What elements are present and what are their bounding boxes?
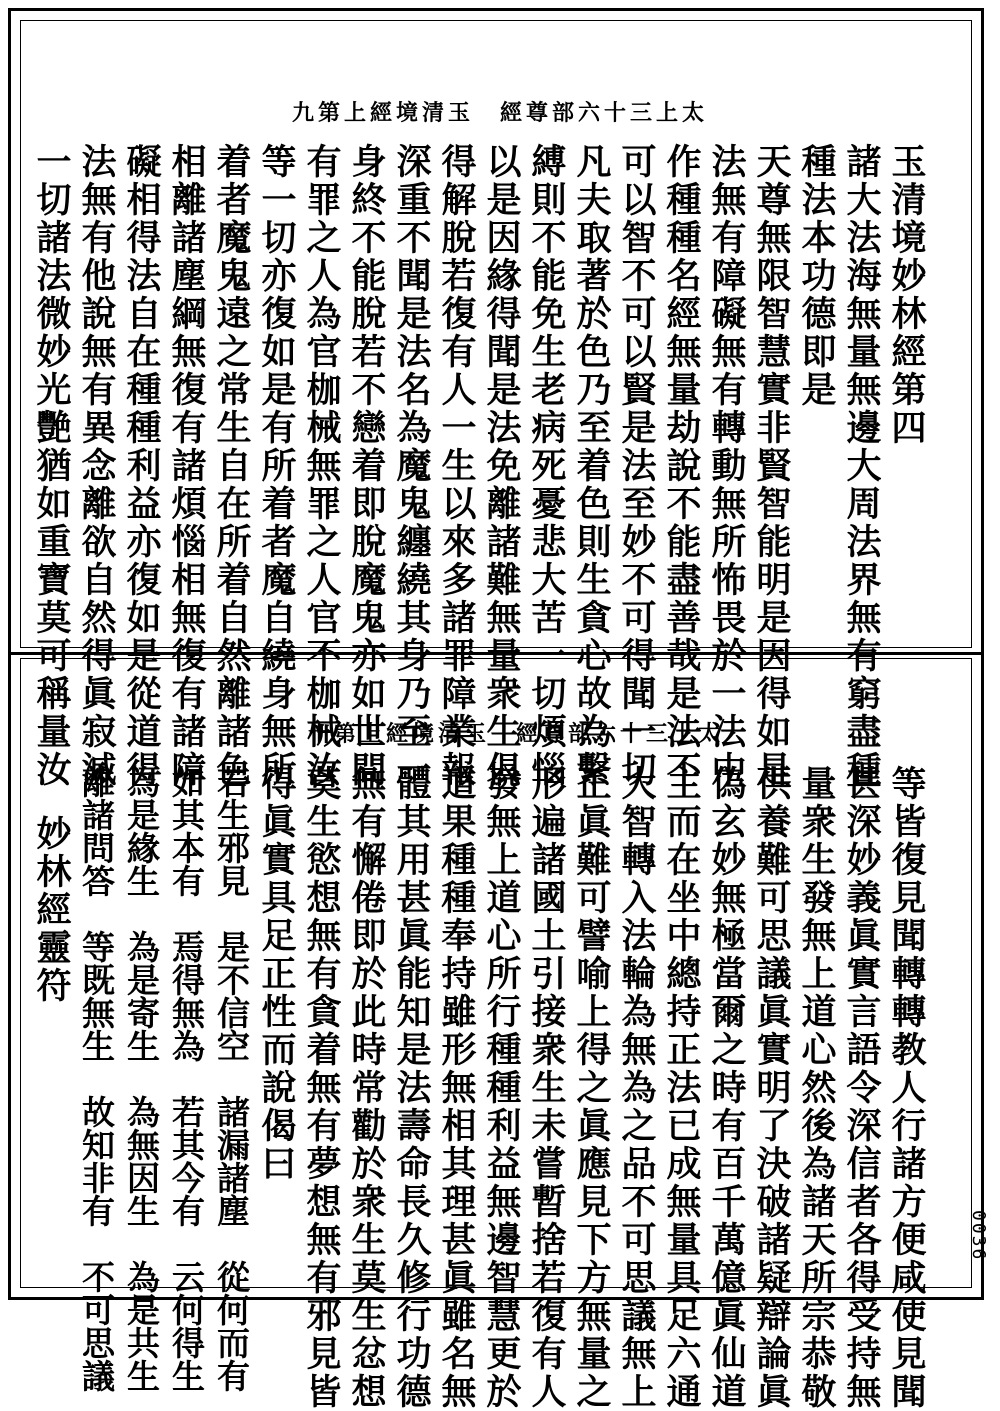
lower-column-7: 大智轉入法輪為無為之品不可思議無上 (616, 765, 657, 1411)
lower-header: 十第上經境清玉 經尊部六十三上太 (308, 721, 725, 747)
lower-column-4: 供養難可思議眞實明了決破諸疑辯論眞 (751, 765, 792, 1411)
lower-column-1: 等皆復見聞轉轉教人行諸方便咸使見聞 (886, 765, 927, 1411)
upper-column-5: 法無有障礙無有轉動無所怖畏於一法中 (706, 143, 747, 789)
upper-column-12: 深重不聞是法名為魔鬼纏繞其身乃至一 (391, 143, 432, 789)
lower-column-12: 體其用甚眞能知是法壽命長久修行功德 (391, 765, 432, 1411)
page-number: 0036 (968, 1210, 989, 1262)
lower-column-13: 無有懈倦即於此時常勸於衆生莫生忿想 (346, 765, 387, 1411)
upper-column-10: 以是因緣得聞是法免離諸難無量衆生俱 (481, 143, 522, 789)
upper-column-20: 一切諸法微妙光艷猶如重寶莫可稱量汝 (31, 143, 72, 789)
upper-column-14: 有罪之人為官枷械無罪之人官不枷械汝 (301, 143, 342, 789)
lower-verse-3: 為是緣生 為是寄生 為無因生 為是共生 (122, 765, 161, 1392)
upper-column-2: 諸大法海無量無邊大周法界無有窮盡種 (841, 143, 882, 789)
lower-column-8: 正眞難可譬喻上得之眞應見下方無量之 (571, 765, 612, 1411)
upper-column-8: 凡夫取著於色乃至着色則生貪心故為繫 (571, 143, 612, 789)
upper-column-3: 種法本功德即是 (796, 143, 837, 409)
lower-column-2: 甚深妙義眞實言語令深信者各得受持無 (841, 765, 882, 1411)
lower-column-15: 得眞實具足正性而說偈曰 (256, 765, 297, 1183)
lower-column-9: 形遍諸國土引接衆生未嘗暫捨若復有人 (526, 765, 567, 1411)
upper-column-7: 可以智不可以賢是法至妙不可得聞一切 (616, 143, 657, 789)
lower-verse-2: 如其本有 焉得無為 若其今有 云何得生 (167, 765, 206, 1392)
lower-verse-4: 離諸問答 等既無生 故知非有 不可思議 (77, 765, 116, 1392)
upper-column-4: 天尊無限智慧實非賢智能明是因得如是 (751, 143, 792, 789)
upper-column-11: 得解脫若復有人一生以來多諸罪障業報 (436, 143, 477, 789)
upper-column-6: 作種種名經無量劫說不能盡善哉是法不 (661, 143, 702, 789)
lower-column-5: 偽玄妙無極當爾之時有百千萬億眞仙道 (706, 765, 747, 1411)
lower-column-10: 發無上道心所行種種利益無邊智慧更於 (481, 765, 522, 1411)
upper-column-16: 着者魔鬼遠之常生自在所着自然離諸色 (211, 143, 252, 789)
upper-column-9: 縛則不能免生老病死憂悲大苦一切煩惱 (526, 143, 567, 789)
upper-column-13: 身終不能脫若不戀着即脫魔鬼亦如世間 (346, 143, 387, 789)
upper-column-18: 礙相得法自在種種利益亦復如是從道得 (121, 143, 162, 789)
lower-column-6: 主而在坐中總持正法已成無量具足六通 (661, 765, 702, 1411)
lower-column-3: 量衆生發無上道心然後為諸天所宗恭敬 (796, 765, 837, 1411)
lower-closing-title: 妙林經靈符 (31, 815, 72, 1005)
lower-column-14: 莫生慾想無有貪着無有夢想無有邪見皆 (301, 765, 342, 1411)
upper-column-17: 相離諸塵綱無復有諸煩惱相無復有諸障 (166, 143, 207, 789)
lower-column-11: 道果種種奉持雖形無相其理甚眞雖名無 (436, 765, 477, 1411)
upper-column-19: 法無有他說無有異念離欲自然得眞寂滅 (76, 143, 117, 789)
upper-column-1: 玉清境妙林經第四 (886, 143, 927, 447)
lower-verse-1: 若生邪見 是不信空 諸漏諸塵 從何而有 (212, 765, 251, 1392)
upper-column-15: 等一切亦復如是有所着者魔自繞身無所 (256, 143, 297, 789)
upper-header: 九第上經境清玉 經尊部六十三上太 (292, 100, 709, 126)
